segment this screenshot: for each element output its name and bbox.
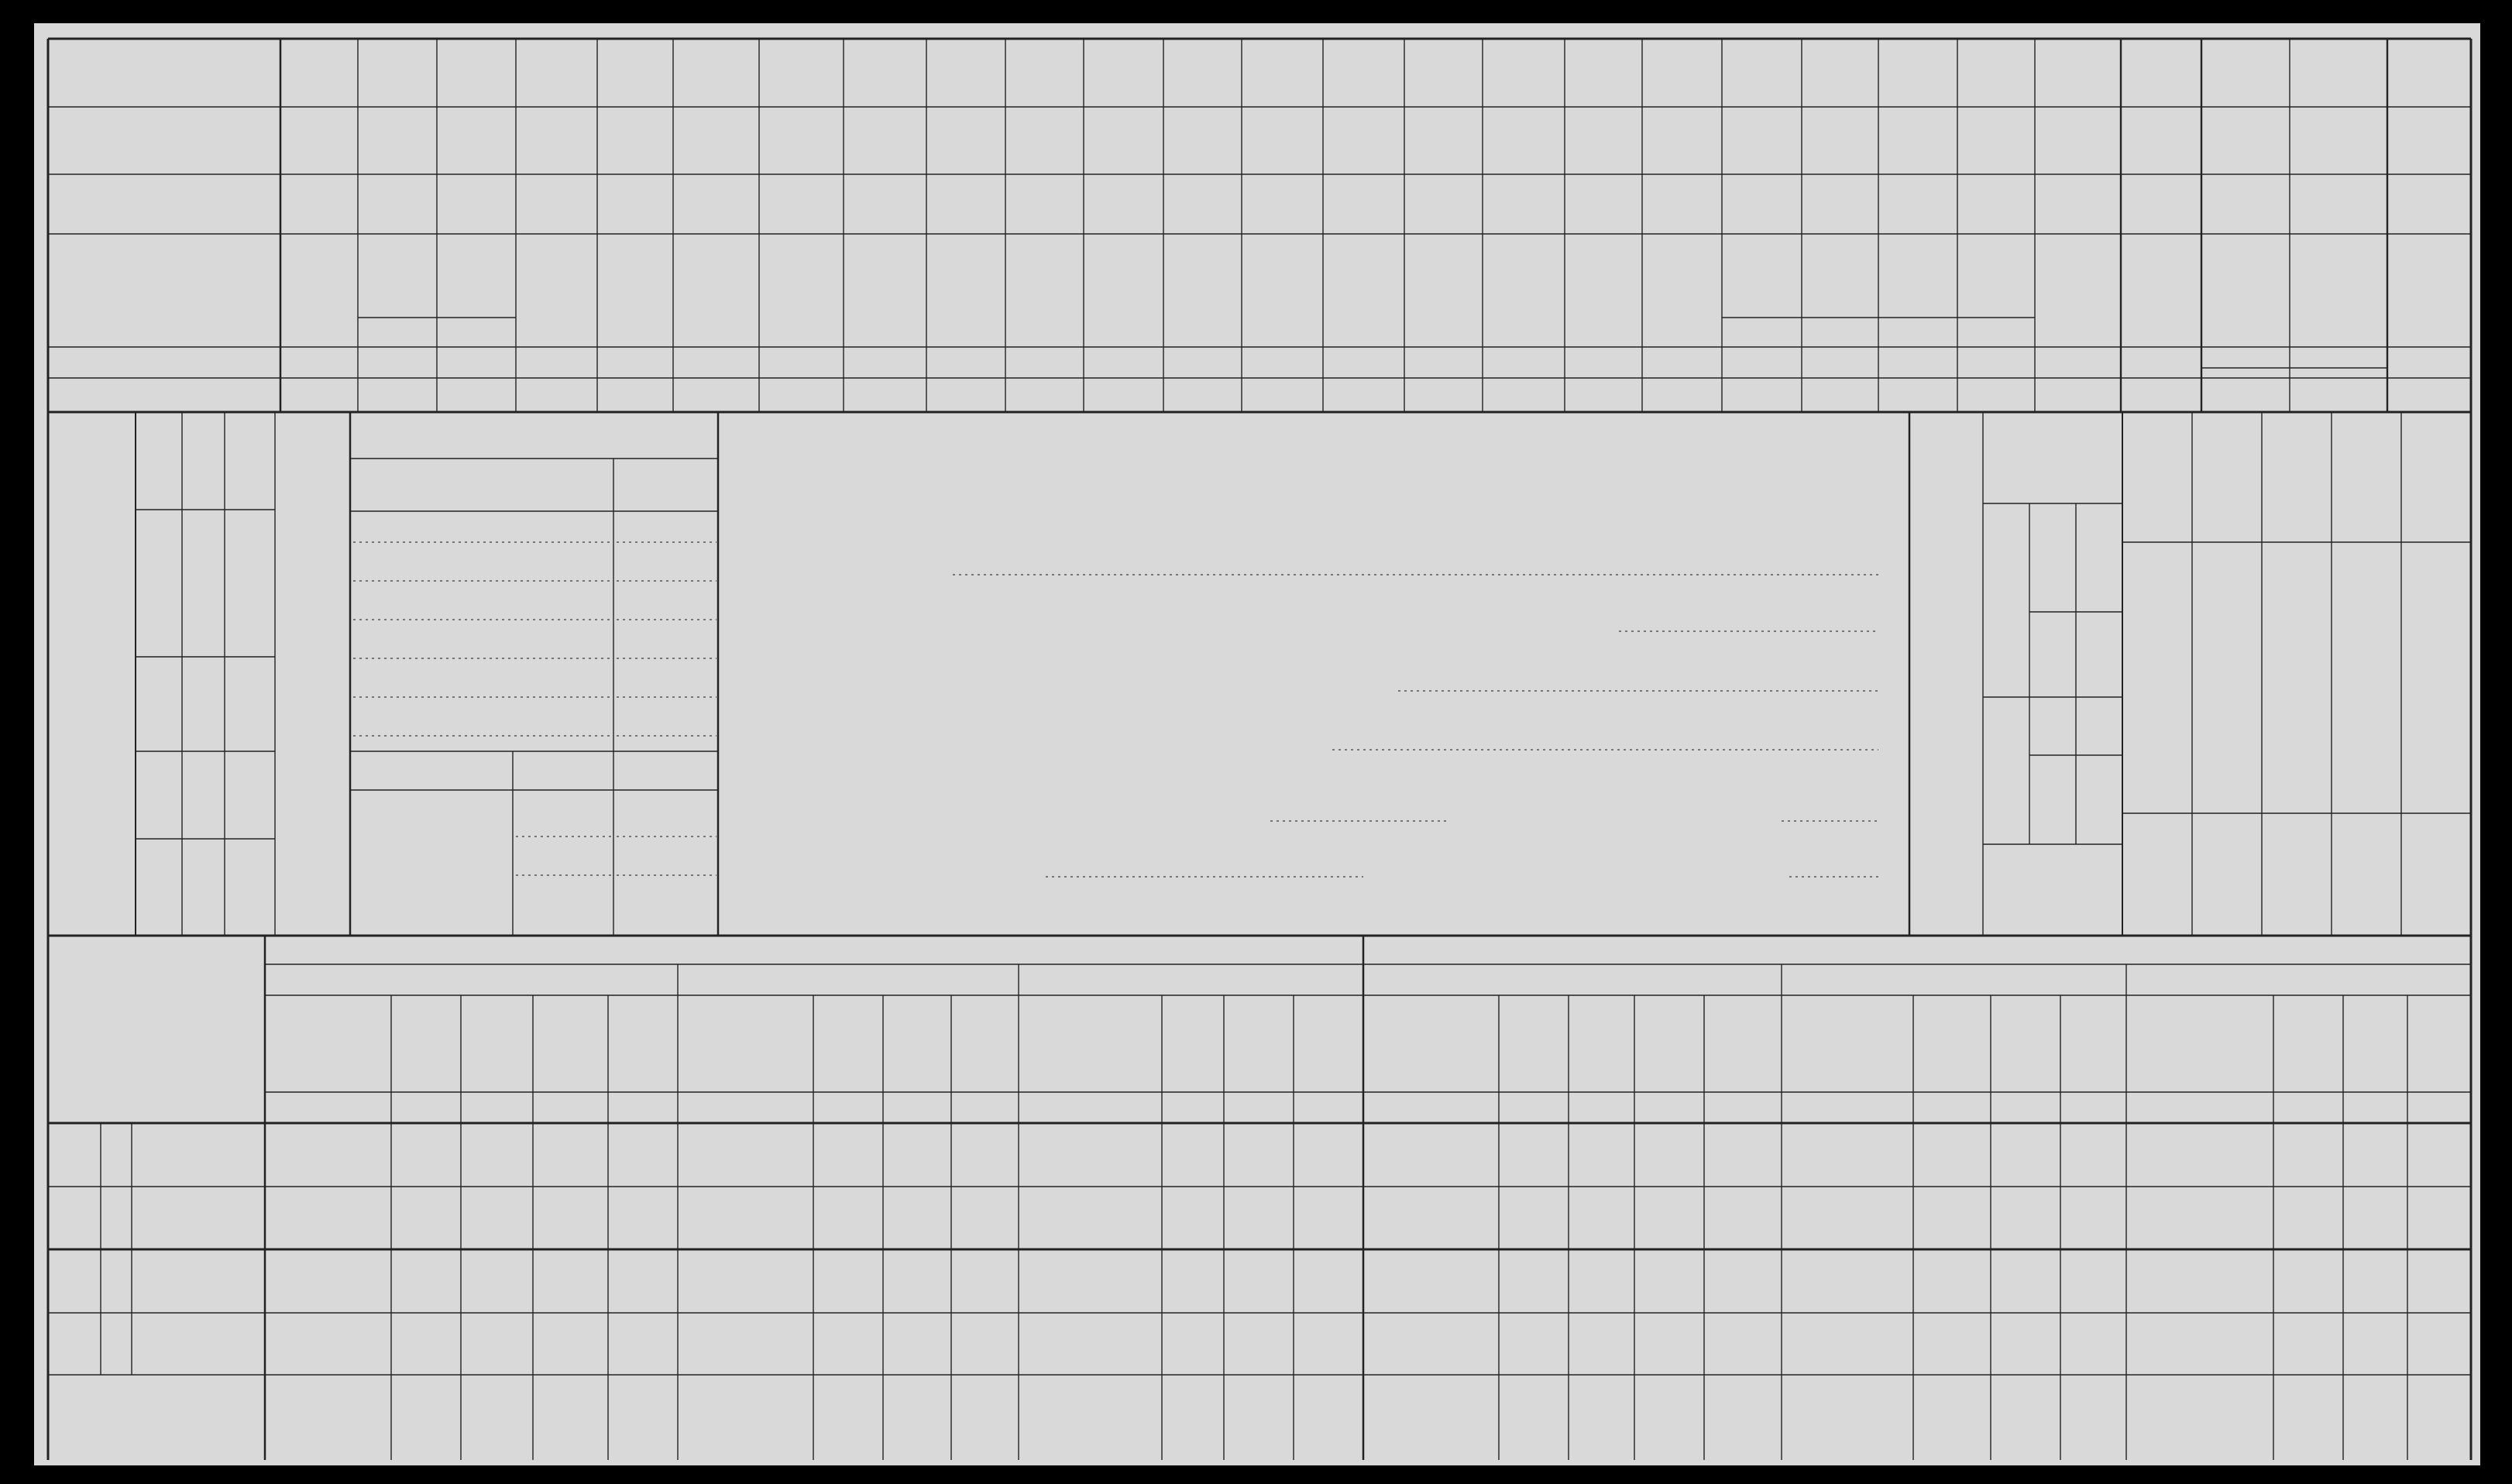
- column-number: [2084, 701, 2115, 747]
- group-header: [1987, 523, 2026, 678]
- column-number: [2084, 775, 2115, 821]
- column-header: [1486, 239, 1561, 342]
- column-number: [2084, 565, 2115, 612]
- column-header: [2205, 239, 2286, 362]
- column-header: [1167, 239, 1238, 342]
- row-number: [139, 755, 178, 835]
- column-header: [394, 998, 458, 1090]
- row-label: [184, 755, 222, 835]
- column-header: [1246, 239, 1319, 342]
- column-header: [2346, 998, 2404, 1090]
- column-header: [816, 998, 880, 1090]
- column-header: [2405, 418, 2467, 534]
- row-number: [139, 843, 178, 932]
- column-header: [1408, 239, 1479, 342]
- column-header: [763, 239, 840, 342]
- column-header: [611, 998, 675, 1090]
- column-header: [2294, 239, 2383, 362]
- column-header: [2035, 623, 2074, 701]
- row-label: [184, 426, 222, 506]
- column-header: [1297, 998, 1360, 1090]
- column-header: [1502, 998, 1565, 1090]
- vertical-title: [1917, 434, 1971, 914]
- column-header: [284, 239, 354, 342]
- column-number: [2084, 515, 2115, 562]
- column-header: [2126, 418, 2188, 534]
- row-number: [139, 661, 178, 747]
- column-header: [2039, 239, 2117, 342]
- group-header: [1987, 705, 2026, 836]
- column-header: [2335, 817, 2397, 933]
- column-header: [2035, 759, 2074, 836]
- vertical-title: [283, 434, 345, 914]
- column-number: [2084, 639, 2115, 685]
- column-header: [954, 998, 1015, 1090]
- column-header: [2335, 418, 2397, 534]
- census-form-sheet: [34, 23, 2480, 1465]
- column-header: [1165, 998, 1221, 1090]
- column-header: [2266, 817, 2328, 933]
- column-header: [2266, 418, 2328, 534]
- column-header: [2277, 998, 2340, 1090]
- column-header: [2031, 513, 2077, 598]
- column-header: [1569, 239, 1638, 342]
- column-header: [847, 239, 923, 342]
- column-header: [2391, 239, 2467, 342]
- column-header: [1707, 998, 1778, 1090]
- row-label: [184, 514, 222, 653]
- column-header: [2196, 418, 2258, 534]
- group-header: [80, 1128, 122, 1245]
- column-header: [520, 239, 593, 342]
- column-header: [2196, 817, 2258, 933]
- column-header: [2064, 998, 2123, 1090]
- column-header: [1916, 998, 1988, 1090]
- column-header: [601, 239, 669, 342]
- column-header: [2405, 817, 2467, 933]
- column-header: [2411, 998, 2468, 1090]
- row-number: [139, 426, 178, 506]
- group-header: [56, 1252, 133, 1369]
- column-header: [677, 239, 755, 342]
- column-header: [1646, 239, 1718, 342]
- column-header: [464, 998, 530, 1090]
- column-header: [1327, 239, 1400, 342]
- column-header: [930, 239, 1002, 342]
- column-header: [1227, 998, 1290, 1090]
- column-header: [886, 998, 948, 1090]
- column-header: [1572, 998, 1631, 1090]
- column-header: [1994, 998, 2057, 1090]
- row-label: [184, 661, 222, 747]
- column-header: [2125, 239, 2198, 342]
- column-header: [2126, 817, 2188, 933]
- column-header: [1009, 239, 1080, 342]
- column-header: [1637, 998, 1701, 1090]
- row-number: [139, 514, 178, 653]
- column-header: [1088, 239, 1160, 342]
- column-header: [536, 998, 605, 1090]
